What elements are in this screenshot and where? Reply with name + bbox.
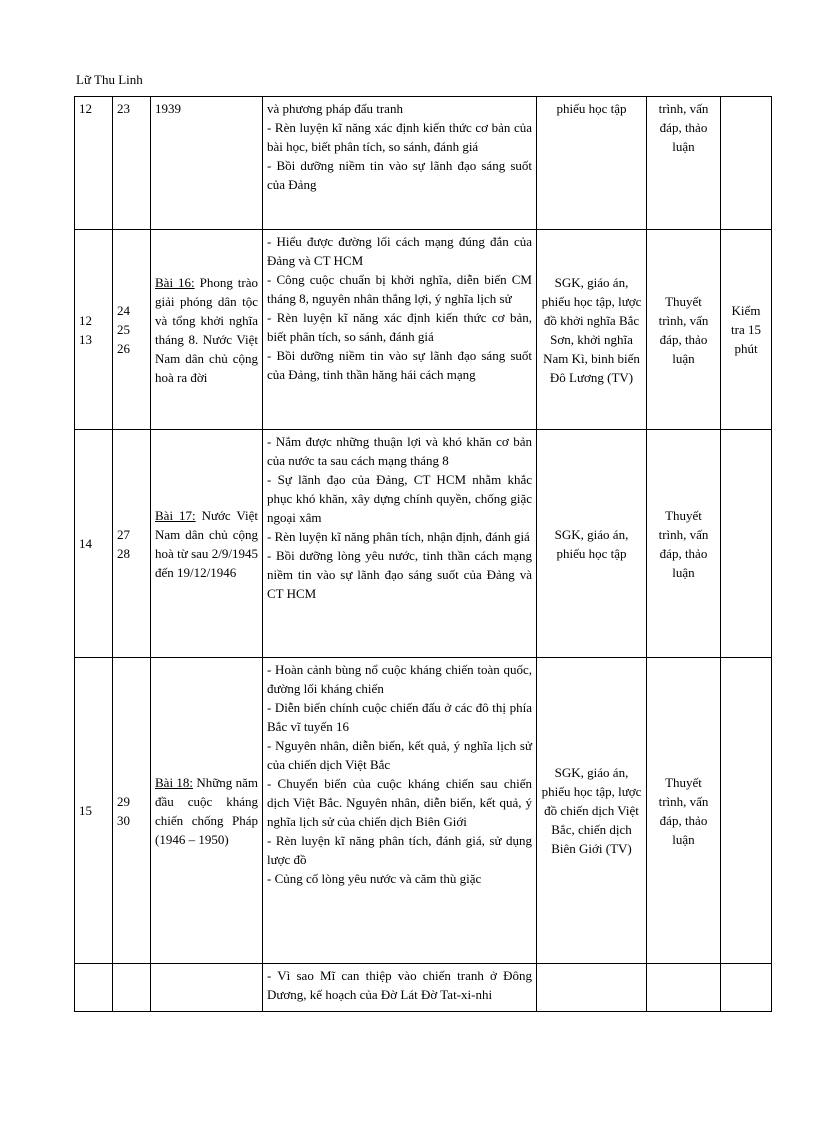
objective-item: và phương pháp đấu tranh xyxy=(267,101,403,116)
lesson-cell xyxy=(151,964,263,1012)
period-number: 28 xyxy=(117,545,130,561)
methods-cell: Thuyết trình, vấn đáp, thảo luận xyxy=(647,230,721,430)
objective-item: - Rèn luyện kĩ năng xác định kiến thức cơ bản, biết phân tích, so sánh, đánh giá xyxy=(267,310,532,344)
period-number: 25 xyxy=(117,322,130,337)
objective-item: - Công cuộc chuẩn bị khởi nghĩa, diễn biến CM tháng 8, nguyên nhân thắng lợi, ý nghĩa lịch sử xyxy=(267,272,532,306)
periods-cell xyxy=(113,964,151,1012)
table-row xyxy=(75,658,772,964)
objective-item: - Nắm được những thuận lợi và khó khăn cơ bản của nước ta sau cách mạng tháng 8 xyxy=(267,434,532,468)
objective-item: - Bồi dưỡng niềm tin vào sự lãnh đạo sáng suốt của Đảng xyxy=(267,158,532,192)
week-cell: 15 xyxy=(75,658,113,964)
objective-item: - Hoàn cảnh bùng nổ cuộc kháng chiến toàn quốc, đường lối kháng chiến xyxy=(267,662,532,696)
objective-item: - Vì sao Mĩ can thiệp vào chiến tranh ở Đông Dương, kế hoạch của Đờ Lát Đờ Tat-xi-nhi xyxy=(267,968,532,1002)
periods-cell xyxy=(113,658,151,964)
lesson-cell xyxy=(151,230,263,430)
materials-cell xyxy=(537,964,647,1012)
lesson-title: Những năm đầu cuộc kháng chiến chống Pháp (1946 – 1950) xyxy=(155,774,258,847)
period-number: 29 xyxy=(117,793,130,809)
table-row xyxy=(75,430,772,658)
objective-item: - Chuyển biến của cuộc kháng chiến sau chiến dịch Việt Bắc. Nguyên nhân, diễn biến, kết quả, ý nghĩa lịch sử của chiến dịch Biên Giới xyxy=(267,776,532,829)
period-number: 24 xyxy=(117,303,130,318)
period-number: 26 xyxy=(117,341,130,356)
lesson-title: Nước Việt Nam dân chủ cộng hoà từ sau 2/9/1945 đến 19/12/1946 xyxy=(155,507,258,580)
objective-item: - Rèn luyện kĩ năng phân tích, nhận định, đánh giá xyxy=(267,529,530,544)
methods-cell: Thuyết trình, vấn đáp, thảo luận xyxy=(647,430,721,658)
objective-item: - Củng cố lòng yêu nước và căm thù giặc xyxy=(267,871,482,886)
materials-cell: SGK, giáo án, phiếu học tập, lược đồ khởi nghĩa Bắc Sơn, khởi nghĩa Nam Kì, binh biến Đô Lương (TV) xyxy=(537,230,647,430)
periods-cell xyxy=(113,97,151,230)
lesson-title: 1939 xyxy=(155,101,181,116)
methods-cell: trình, vấn đáp, thảo luận xyxy=(647,97,721,230)
notes-cell xyxy=(721,430,772,658)
week-cell: 14 xyxy=(75,430,113,658)
objective-item: - Sự lãnh đạo của Đảng, CT HCM nhằm khắc phục khó khăn, xây dựng chính quyền, chống giặc ngoại xâm xyxy=(267,472,532,525)
methods-cell: Thuyết trình, vấn đáp, thảo luận xyxy=(647,658,721,964)
objective-item: - Bồi dưỡng niềm tin vào sự lãnh đạo sáng suốt của Đảng, tinh thần hăng hái cách mạng xyxy=(267,348,532,382)
lesson-label: Bài 16: xyxy=(155,274,195,290)
table-row xyxy=(75,230,772,430)
objective-item: - Diễn biến chính cuộc chiến đấu ở các đô thị phía Bắc vĩ tuyến 16 xyxy=(267,700,532,734)
week-cell: 12 13 xyxy=(75,230,113,430)
methods-cell xyxy=(647,964,721,1012)
objective-item: - Bồi dưỡng lòng yêu nước, tinh thần cách mạng niềm tin vào sự lãnh đạo sáng suốt của Đảng và CT HCM xyxy=(267,548,532,601)
objectives-cell xyxy=(263,658,537,964)
periods-cell xyxy=(113,430,151,658)
objectives-cell xyxy=(263,97,537,230)
table-row xyxy=(75,97,772,230)
lesson-cell xyxy=(151,658,263,964)
lesson-plan-table xyxy=(74,96,772,1012)
objectives-cell xyxy=(263,430,537,658)
periods-cell xyxy=(113,230,151,430)
notes-cell xyxy=(721,658,772,964)
objectives-cell xyxy=(263,964,537,1012)
period-number: 23 xyxy=(117,101,130,116)
lesson-cell xyxy=(151,97,263,230)
week-cell: 12 xyxy=(75,97,113,230)
materials-cell: SGK, giáo án, phiếu học tập xyxy=(537,430,647,658)
week-cell xyxy=(75,964,113,1012)
author-name: Lữ Thu Linh xyxy=(76,72,143,87)
lesson-label: Bài 18: xyxy=(155,774,193,790)
period-number: 30 xyxy=(117,812,130,828)
objective-item: - Rèn luyện kĩ năng xác định kiến thức cơ bản của bài học, biết phân tích, so sánh, đánh giá xyxy=(267,120,532,154)
objective-item: - Rèn luyện kĩ năng phân tích, đánh giá, sử dụng lược đồ xyxy=(267,833,532,867)
objectives-cell xyxy=(263,230,537,430)
materials-cell: phiếu học tập xyxy=(537,97,647,230)
notes-cell: Kiểm tra 15 phút xyxy=(721,230,772,430)
objective-item: - Nguyên nhân, diễn biến, kết quả, ý nghĩa lịch sử của chiến dịch Việt Bắc xyxy=(267,738,532,772)
lesson-title: Phong trào giải phóng dân tộc và tổng khởi nghĩa tháng 8. Nước Việt Nam dân chủ cộng hoà ra đời xyxy=(155,274,258,385)
table-row xyxy=(75,964,772,1012)
objective-item: - Hiểu được đường lối cách mạng đúng đắn của Đảng và CT HCM xyxy=(267,234,532,268)
notes-cell xyxy=(721,97,772,230)
notes-cell xyxy=(721,964,772,1012)
materials-cell: SGK, giáo án, phiếu học tập, lược đồ chiến dịch Việt Bắc, chiến dịch Biên Giới (TV) xyxy=(537,658,647,964)
lesson-label: Bài 17: xyxy=(155,507,196,523)
lesson-cell xyxy=(151,430,263,658)
period-number: 27 xyxy=(117,526,130,542)
